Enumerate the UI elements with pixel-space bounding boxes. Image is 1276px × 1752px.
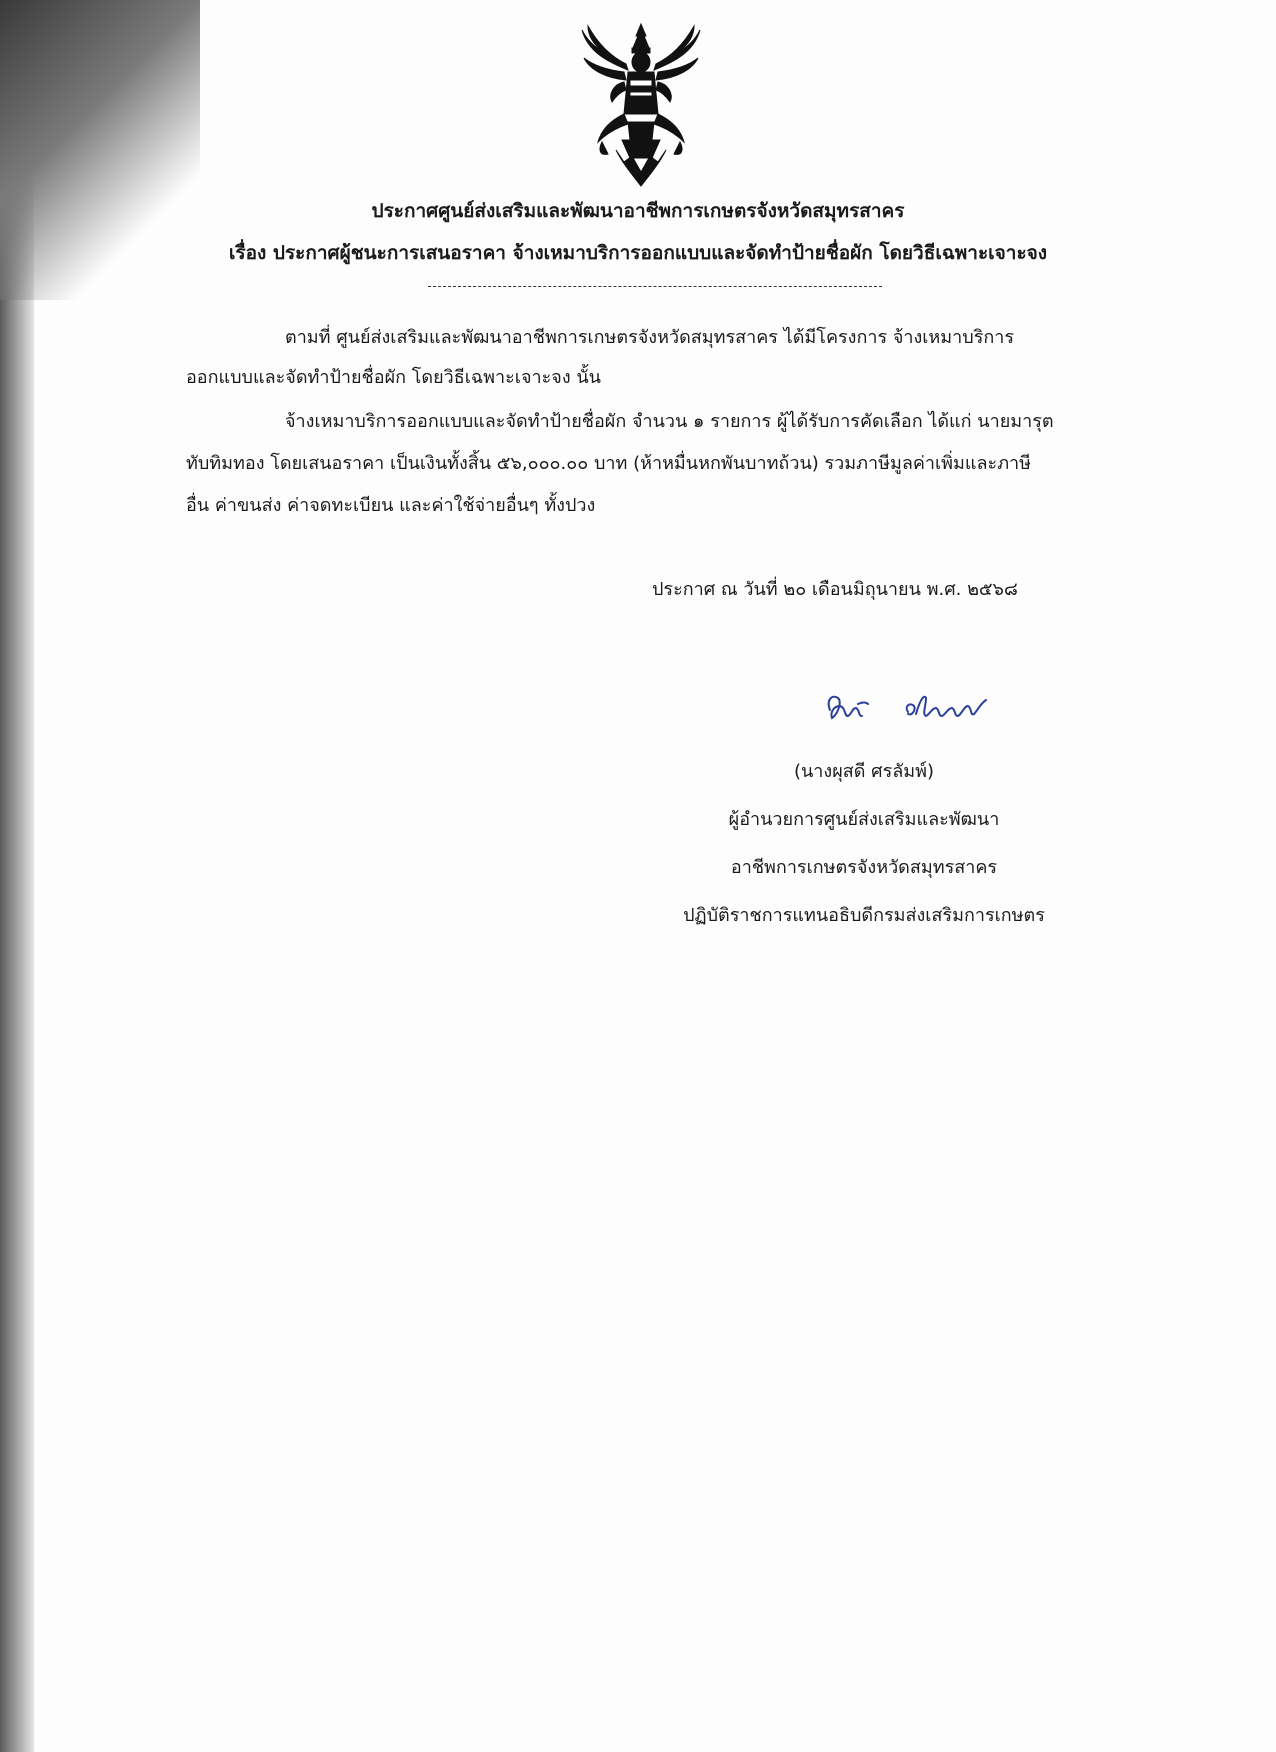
announcement-subject: เรื่อง ประกาศผู้ชนะการเสนอราคา จ้างเหมาบริการออกแบบและจัดทำป้ายชื่อผัก โดยวิธีเฉพาะเจาะจง [228,242,1048,264]
paragraph1-line1: ตามที่ ศูนย์ส่งเสริมและพัฒนาอาชีพการเกษตรจังหวัดสมุทรสาคร ได้มีโครงการ จ้างเหมาบริการ [285,327,1015,348]
signatory-position-line3: ปฏิบัติราชการแทนอธิบดีกรมส่งเสริมการเกษตร [683,905,1045,926]
signatory-name: (นางผุสดี ศรลัมพ์) [793,761,935,782]
handwritten-signature [818,684,1018,734]
paragraph2-line2: ทับทิมทอง โดยเสนอราคา เป็นเงินทั้งสิ้น ๕๖,๐๐๐.๐๐ บาท (ห้าหมื่นหกพันบาทถ้วน) รวมภาษีมูลค่าเพิ่มและภาษี [186,453,1032,474]
signatory-position-line2: อาชีพการเกษตรจังหวัดสมุทรสาคร [730,857,998,878]
paragraph1-line2: ออกแบบและจัดทำป้ายชื่อผัก โดยวิธีเฉพาะเจาะจง นั้น [186,367,601,388]
paragraph2-line1: จ้างเหมาบริการออกแบบและจัดทำป้ายชื่อผัก จำนวน ๑ รายการ ผู้ได้รับการคัดเลือก ได้แก่ นายมารุต [285,411,1054,432]
announcement-date: ประกาศ ณ วันที่ ๒๐ เดือนมิถุนายน พ.ศ. ๒๕๖๘ [652,579,1018,600]
announcement-title: ประกาศศูนย์ส่งเสริมและพัฒนาอาชีพการเกษตรจังหวัดสมุทรสาคร [371,200,905,222]
divider-line [428,286,882,287]
signatory-position-line1: ผู้อำนวยการศูนย์ส่งเสริมและพัฒนา [728,809,1000,830]
garuda-emblem-icon [578,22,704,188]
paragraph2-line3: อื่น ค่าขนส่ง ค่าจดทะเบียน และค่าใช้จ่ายอื่นๆ ทั้งปวง [186,495,596,516]
